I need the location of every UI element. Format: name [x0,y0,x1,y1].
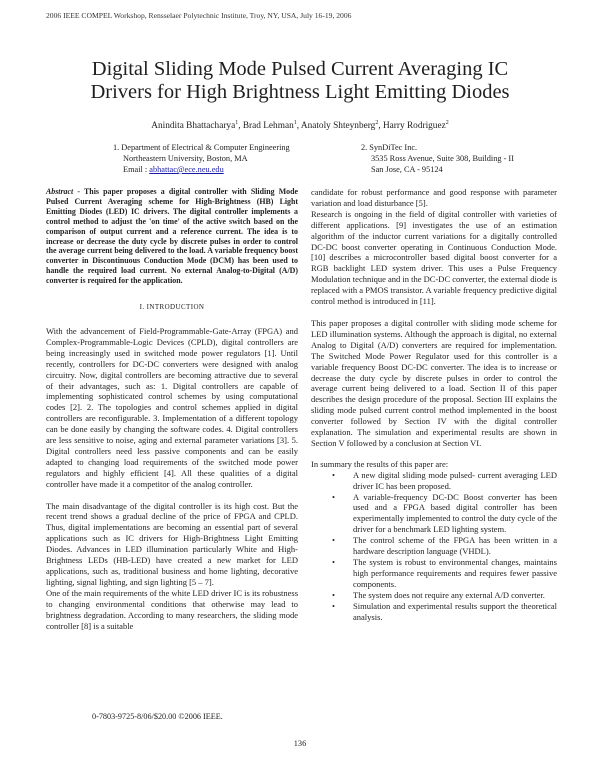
abstract [46,187,298,286]
bullet-icon: • [332,600,335,611]
page-number: 136 [293,739,307,748]
bullet-icon: • [332,557,335,567]
right-column [311,187,557,622]
affiliation-2-address: 3535 Ross Avenue, Suite 308, Building - II [371,154,514,163]
summary-intro: In summary the results of this paper are: [311,458,449,469]
bullet-icon: • [332,469,335,480]
affiliation-1-university: Northeastern University, Boston, MA [123,154,248,163]
copyright-notice: 0-7803-9725-8/06/$20.00 ©2006 IEEE. [92,712,223,721]
abstract-text: - This paper proposes a digital controller with Sliding Mode Pulsed Current Averaging scheme for High-Brightness (HB) Light Emitting Diodes (LED) IC drivers. The digital controller implements a control method to adjust the 'on time' of the active switch based on the comparison of output current and a reference current. The idea is to increase or decrease the duty cycle by discrete pulses in order to control the average current being delivered to the load. A variable frequency boost converter in Discontinuous Conduction Mode (DCM) has been used to handle the required load current. No external Analog-to-Digital (A/D) converter is required for the application. [46,187,298,286]
author-affiliation-mark: 1 [235,120,239,126]
email-label: Email : [123,165,148,174]
author-affiliation-mark: 2 [375,120,379,126]
body-paragraph: candidate for robust performance and good response with parameter variation and load disturbance [5]. [311,187,557,208]
author-name: Anindita Bhattacharya [151,121,236,132]
title-line-2: Drivers for High Brightness Light Emitting Diodes [90,81,510,103]
section-heading: I. INTRODUCTION [139,303,205,312]
author-affiliation-mark: 1 [293,120,297,126]
affiliation-2 [361,142,514,175]
email-link[interactable]: abhattac@ece.neu.edu [149,165,224,174]
body-paragraph: The main disadvantage of the digital controller is its high cost. But the recent trend shows a gradual decline of the price of FPGA and CPLD. Thus, digital implementations are becoming an essential part of several applications such as IC drivers for High-Brightness Light Emitting Diodes. Advances in LED illumination particularly White and High-Brightness LEDs (HB-LED) have created a new market for LED applications, such as, traditional business and home lighting, decorative lighting, signal lighting, and sign lighting [5 – 7]. [46,500,298,587]
paper-title [30,58,570,104]
affiliation-2-company: 2. SynDiTec Inc. [361,143,418,152]
author-name: Brad Lehman [242,121,294,132]
bullet-icon: • [332,491,335,502]
affiliation-1-department: 1. Department of Electrical & Computer Engineering [113,143,290,152]
list-item: • Simulation and experimental results support the theoretical analysis. [332,600,557,622]
bullet-icon: • [332,589,335,600]
title-line-1: Digital Sliding Mode Pulsed Current Averaging IC [91,58,509,80]
list-item: • A variable-frequency DC-DC Boost converter has been used and a FPGA based digital controller has been experimentally implemented to control the duty cycle of the driver for a benchmark LED lighting system. [332,491,557,535]
body-paragraph: This paper proposes a digital controller with sliding mode scheme for LED illumination systems. Although the approach is digital, no external Analog to Digital (A/D) converters are required for implementation. The Switched Mode Power Regulator used for this controller is a variable frequency Boost DC-DC converter. The idea is to increase or decrease the duty cycle by discrete pulses in order to control the average current being delivered to a load. Section II of this paper describes the design procedure of the proposal. Section III explains the sliding mode pulsed current control method implemented in the boost converter followed by Section IV with the digital controller explanation. The simulation and experimental results are shown in Section V followed by a conclusion at Section VI. [311,317,557,448]
body-paragraph: With the advancement of Field-Programmable-Gate-Array (FPGA) and Complex-Programmable-Logic Devices (CPLD), digital controllers are being increasingly used in switched mode power regulators [1]. Until recently, controllers for DC-DC converters were designed with analog circuitry. Now, digital controllers are becoming attractive due to several of their advantages, such as: 1. Digital controllers are capable of implementing sophisticated control schemes by using computational codes [2]. 2. The topologies and control schemes applied in digital controllers are reconfigurable. 3. Implementation of a different topology can be done easily by changing the software codes. 4. Digital controllers are less sensitive to noise, aging and external parameter variations [3]. 5. Digital controllers need less passive components and can be easily adapted to changing load requirements of the switched mode power regulators and highly efficient [4]. All these qualities of a digital controller have made it a competitor of the analog controller. [46,325,298,489]
body-paragraph: Research is ongoing in the field of digital controller with varieties of different applications. [9] investigates the use of an estimation algorithm of the inductor current variations for a digitally controlled DC-DC boost converter operating in Continuous Conduction Mode. [10] describes a microcontroller based digital boost converter for a RGB backlight LED system driver. This uses a Pulse Frequency Modulation technique and in the DC-DC converter, the external diode is replaced with a PMOS transistor. A variable frequency predictive digital control method is introduced in [11]. [311,208,557,307]
conference-header: 2006 IEEE COMPEL Workshop, Rensselaer Polytechnic Institute, Troy, NY, USA, July 16-19, 2006 [46,11,352,20]
list-item: • A new digital sliding mode pulsed- current averaging LED driver IC has been proposed. [332,469,557,491]
left-column [46,187,298,631]
affiliation-1-email-line [113,164,290,175]
list-item: • The system does not require any external A/D converter. [332,589,545,600]
affiliation-1 [113,142,290,175]
results-list [311,470,557,623]
author-list: Anindita Bhattacharya$^1$, Brad Lehman$^1$, Anatoly Shteynberg$^2$, Harry Rodriguez$^2$ [151,120,449,132]
affiliation-2-city: San Jose, CA - 95124 [371,165,443,174]
author-name: Harry Rodriguez [382,121,446,132]
abstract-label: Abstract [46,187,74,196]
author-name: Anatoly Shteynberg [300,121,376,132]
bullet-icon: • [332,535,335,546]
body-paragraph: One of the main requirements of the white LED driver IC is its robustness to changing environmental conditions that otherwise may lead to brightness degradation. According to many researchers, the sliding mode controller [8] is a suitable [46,587,298,631]
list-item: • The system is robust to environmental changes, maintains high performance requirements and requires fewer passive components. [332,557,557,589]
list-item: • The control scheme of the FPGA has been written in a hardware description language (VHDL). [332,535,557,557]
author-affiliation-mark: 2 [445,120,449,126]
